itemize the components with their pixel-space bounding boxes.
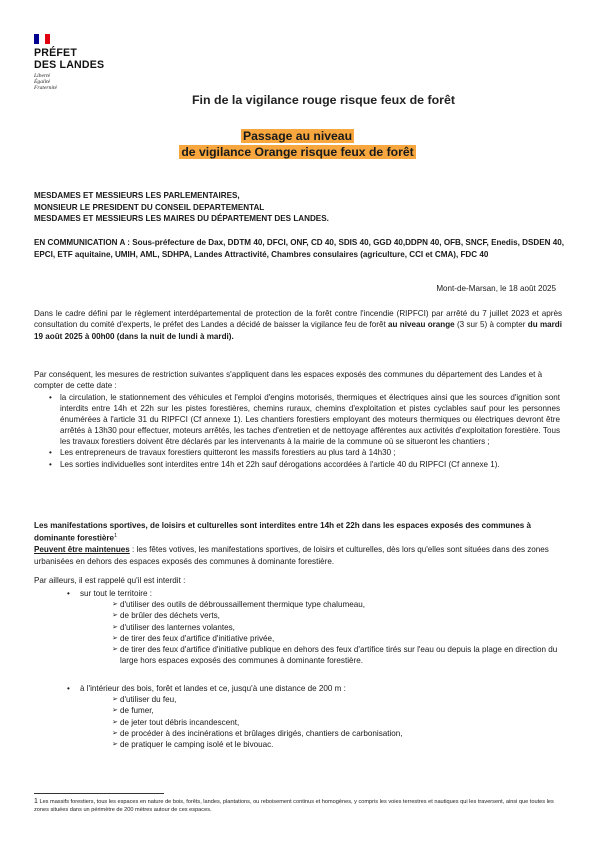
list-item: ➢ de tirer des feux d'artifice d'initiative privée, <box>112 633 275 643</box>
maintained-text: : les fêtes votives, les manifestations sportives, de loisirs et culturelles, dès lors qu'elles sont situées dans des zones urbanisées en dehors des espaces exposés des communes à dominante forestière. <box>34 545 549 566</box>
list-item: ➢ de pratiquer le camping isolé et le bivouac. <box>112 740 274 750</box>
interieur-list <box>112 694 560 750</box>
territoire-block <box>67 588 560 666</box>
logo-title-line1: PRÉFET <box>34 47 77 59</box>
interieur-block <box>67 683 560 750</box>
manifestations-paragraph <box>34 520 562 567</box>
intro-bold-date: du mardi 19 août 2025 à 00h00 (dans la nuit de lundi à mardi). <box>34 320 562 341</box>
motto-liberte: Liberté <box>34 73 51 79</box>
highlight-line2: de vigilance Orange risque feux de forêt <box>181 145 414 159</box>
communication-list: EN COMMUNICATION A : Sous-préfecture de Dax, DDTM 40, DFCI, ONF, CD 40, SDIS 40, GGD 40,DDPN 40, OFB, SNCF, Enedis, DSDEN 40, EPCI, ETF aquitaine, UMIH, AML, SDHPA, Landes Attractivité, Chambres consulaires (agriculture, CCI et CMA), FDC 40 <box>34 238 564 259</box>
list-item: ➢ de brûler des déchets verts, <box>112 611 220 621</box>
territoire-head: • sur tout le territoire : <box>67 589 152 598</box>
intro-bold-level: au niveau orange <box>388 320 455 330</box>
logo-title-line2: DES LANDES <box>34 58 105 71</box>
list-item: • Les sorties individuelles sont interdites entre 14h et 22h sauf dérogations accordées à l'article 40 du RIPFCI (Cf annexe 1). <box>49 459 500 469</box>
motto-fraternite: Fraternité <box>34 85 57 91</box>
vigilance-orange-heading <box>0 128 595 160</box>
recipients-block <box>34 190 564 225</box>
measures-intro: Par conséquent, les mesures de restriction suivantes s'appliquent dans les espaces exposés des communes du département des Landes et à compter de cette date : <box>34 370 543 391</box>
recipient-line: MONSIEUR LE PRESIDENT DU CONSEIL DEPARTEMENTAL <box>34 202 265 212</box>
list-item: ➢ de procéder à des incinérations et brûlages dirigés, chantiers de carbonisation, <box>112 728 403 738</box>
page-title: Fin de la vigilance rouge risque feux de forêt <box>191 93 456 107</box>
list-item: ➢ de fumer, <box>112 706 154 716</box>
footnote-text: Les massifs forestiers, tous les espaces en nature de bois, forêts, landes, plantations, ou reboisement continus et homogènes, y compris les voies terrestres et nautiques qui les traversent, ainsi que toutes les zones situées dans un périmètre de 200 mètres autour de ces espaces. <box>34 799 554 813</box>
list-item: ➢ d'utiliser des outils de débroussaillement thermique type chalumeau, <box>112 600 365 610</box>
list-item: ➢ d'utiliser du feu, <box>112 695 177 705</box>
footnote-ref: 1 <box>114 533 118 540</box>
intro-text-mid: (3 sur 5) à compter <box>454 320 528 330</box>
manifestations-bold: Les manifestations sportives, de loisirs et culturelles sont interdites entre 14h et 22h dans les espaces exposés des communes à dominante forestière <box>34 521 532 543</box>
maintained-label: Peuvent être maintenues <box>34 545 130 555</box>
list-item: ➢ de tirer des feux d'artifice d'initiative publique en dehors des feux d'artifice tirés sur l'eau ou depuis la plage en direction du large hors espaces exposés des communes à dominante forestière. <box>112 645 558 666</box>
intro-text: Dans le cadre défini par le règlement interdépartemental de protection de la forêt contre l'incendie (RIPFCI) par arrêté du 7 juillet 2023 et après consultation du comité d'experts, le préfet des Landes a décidé de baisser la vigilance feu de forêt <box>34 309 562 330</box>
reminder-intro: Par ailleurs, il est rappelé qu'il est interdit : <box>34 576 186 585</box>
list-item: ➢ de jeter tout débris incandescent, <box>112 717 240 727</box>
intro-paragraph <box>34 308 562 342</box>
prefecture-logo <box>34 34 144 91</box>
measures-list <box>49 392 560 470</box>
marianne-flag-icon <box>34 34 144 44</box>
list-item: • la circulation, le stationnement des véhicules et l'emploi d'engins motorisés, thermiques et électriques ainsi que les sources d'ignition sont interdits entre 14h et 22h sur les pistes forestières, chemins ruraux, chemins d'exploitation et pistes cyclables sauf pour les personnes énumérées à l'article 31 du RIPFCI (Cf annexe 1). Les chantiers forestiers employant des moteurs thermiques ou électriques devront être arrêtés à 13h30 pour effectuer, moteurs arrêtés, les taches d'entretien et de nettoyage afférentes aux activités d'exploitation forestière. Tous les travaux forestiers doivent être déclarés par les intervenants à la mairie de la commune où se situeront les chantiers ; <box>49 393 560 447</box>
highlight-line1: Passage au niveau <box>242 129 353 143</box>
footnote-separator <box>34 793 164 794</box>
footnote-number: 1 <box>34 798 38 805</box>
recipient-line: MESDAMES ET MESSIEURS LES PARLEMENTAIRES, <box>34 191 240 200</box>
territoire-list <box>112 599 560 666</box>
logo-motto <box>34 73 144 91</box>
document-date: Mont-de-Marsan, le 18 août 2025 <box>436 284 556 293</box>
motto-egalite: Égalité <box>34 79 51 85</box>
list-item: • Les entrepreneurs de travaux forestiers quitteront les massifs forestiers au plus tard à 14h30 ; <box>49 448 396 458</box>
interieur-head: • à l'intérieur des bois, forêt et landes et ce, jusqu'à une distance de 200 m : <box>67 684 346 693</box>
list-item: ➢ d'utiliser des lanternes volantes, <box>112 622 235 632</box>
footnote <box>34 798 562 814</box>
recipient-line: MESDAMES ET MESSIEURS LES MAIRES DU DÉPARTEMENT DES LANDES. <box>34 214 329 224</box>
